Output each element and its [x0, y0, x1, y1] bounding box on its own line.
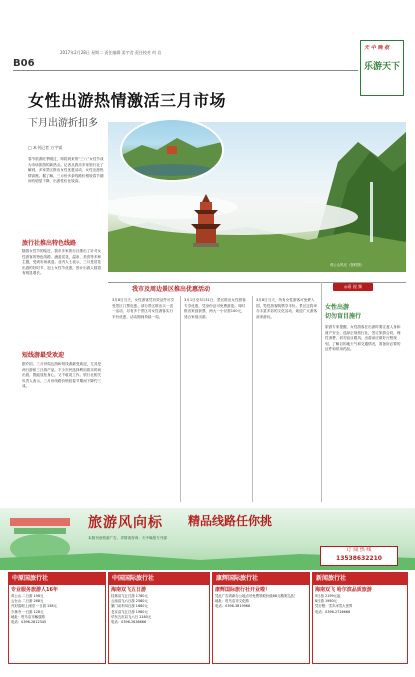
ad-line: 厦门动车四日游 1680元 — [111, 604, 148, 609]
pagoda-illustration — [188, 192, 224, 252]
ad-line: 云南双飞六日游 2580元 — [111, 599, 148, 604]
ad-block — [108, 572, 210, 664]
ad-block — [212, 572, 310, 664]
section-title-2: 短线游最受欢迎 — [22, 352, 65, 359]
ad-line: 电话：0396-2812345 — [11, 620, 47, 625]
ad-block — [8, 572, 106, 664]
page-subtitle: 下月出游折扣多 — [28, 118, 98, 129]
promo-column-2: 3月1日至3月31日，景区推出女性游客专享优惠，凭身份证可免费游览。同时推出家庭套票，两大一小仅需100元，适合家庭出游。 — [184, 298, 246, 319]
ad-name: 中原国旅行社 — [9, 573, 105, 585]
ad-line: 云台山 二日游 268元 — [11, 599, 44, 604]
ad-name: 新闻旅行社 — [313, 573, 407, 585]
scenic-inset-illustration — [122, 120, 222, 180]
ad-line: 地址：驻马店市文化路 — [215, 599, 249, 604]
banner-title: 旅游风向标 — [88, 515, 163, 531]
ad-line: 少林寺 一日游 128元 — [11, 609, 44, 614]
promo-column-1: 3月8日当天，女性游客凭有效证件可享受景区门票优惠。部分景区推出买一送一活动，另有多个景区对女性游客实行半价优惠，活动期间持续一周。 — [112, 298, 175, 319]
section-title-1: 旅行社推出特色线路 — [22, 240, 77, 247]
section-body-1: 随着女性节的临近，我市多家旅行社推出了针对女性游客的特色线路，涵盖赏花、温泉、美食等多种主题，受到市场欢迎。业内人士表示，三月是赏花出游的好时节，加上女性节优惠，预计出游人数将有明显增长。 — [22, 249, 102, 276]
promo-title: 我市及周边景区推出优惠活动 — [132, 286, 211, 293]
article-intro: 春节旅游旺季刚过，即将到来的“三八”女性节成为市场旅游的新热点。记者从我市多家旅行社了解到，多家景区推出女性优惠活动，女性出游热情高涨。据了解，三月份多条线路价格较春节期间有明显下降，出游性价比较高。 — [28, 157, 104, 184]
ad-line: 电话：0396-2636666 — [111, 620, 147, 625]
promo-column-3: 3月8日当天，所有女性游客可免费入园，男性游客购票享半价。景区还将举办丰富多彩的文化活动，欢迎广大游客前来游玩。 — [256, 298, 318, 319]
header-rule — [13, 70, 358, 71]
inset-photo — [120, 118, 224, 182]
hotline-number: 13538632210 — [336, 555, 382, 562]
ad-line: 凭行程：雪乡冰雪大世界 — [315, 604, 353, 609]
ad-line: 电话：0396-2726666 — [315, 609, 351, 614]
ad-line: 北京双飞五日游 1980元 — [111, 609, 148, 614]
ad-headline: 专业服务旅游人16年 — [11, 587, 58, 593]
dateline: 2017年2月28日 星期二 责任编辑 姜宇君 责任校对 何 岩 — [60, 50, 162, 55]
side-body: 旅游专家提醒，女性游客在出游时要注意人身和财产安全，选择正规旅行社，签订旅游合同，理性消费，切勿盲目跟风。出游前应做好行程规划，了解目的地天气和交通情况，准备好必要的证件和常用药品。 — [325, 325, 401, 352]
ad-block — [312, 572, 408, 664]
ad-line: 8日游 1980元 — [315, 599, 338, 604]
section-logo — [360, 40, 404, 96]
column-divider — [321, 282, 322, 502]
photo-caption: 鸡公山风光（资料图） — [330, 263, 364, 267]
logo-big: 乐游天下 — [363, 62, 400, 72]
logo-small: 天 中 晚 报 — [364, 45, 390, 51]
ad-line: 电话：0396-3819968 — [215, 604, 251, 609]
column-divider — [180, 296, 181, 502]
ad-line: 华东五市双飞六日 2180元 — [111, 614, 152, 619]
ad-line: 开封清明上河园 一日游 158元 — [11, 604, 57, 609]
ad-headline: 海南双飞五日游 — [111, 587, 147, 593]
side-tag: ◎看 视 频 — [333, 283, 373, 291]
ad-headline: 康辉国际旅行社开业啦！ — [215, 587, 271, 593]
ad-line: 地址：驻马店市解放路 — [11, 614, 45, 619]
banner-tagline: 本版刊登旅游广告，详情请咨询：天中晚报专刊部 — [88, 536, 168, 540]
column-divider — [252, 296, 253, 502]
ad-name: 康辉国际旅行社 — [213, 573, 309, 585]
ad-name: 中国国际旅行社 — [109, 573, 209, 585]
byline: □ 本刊记者 万宇霖 — [28, 145, 63, 150]
side-title: 女性出游 切勿盲目施行 — [325, 304, 362, 320]
page-number: B06 — [13, 58, 35, 69]
page-title: 女性出游热情激活三月市场 — [28, 91, 227, 110]
ad-line: 凭此广告到新办公地点可免费领取价值68元精美礼品！ — [215, 594, 298, 598]
ad-headline: 海南双飞 哈尔滨品质旅游 — [315, 587, 372, 593]
ad-line: 5日游 2199元起 — [315, 594, 341, 598]
banner-subtitle: 精品线路任你挑 — [188, 514, 273, 528]
ad-line: 鸡公山 二日游 198元 — [11, 594, 44, 598]
hotline-label: 订 阅 热 线 — [346, 547, 372, 553]
hotline-box — [320, 546, 398, 566]
ad-line: 桂林双飞五日游 1780元 — [111, 594, 148, 598]
section-body-2: 据介绍，三月份周边游和短线游最受欢迎，尤其是两日游和三日游产品。不少市民选择利用周末时间出游，既能放松身心，又不耽误工作。旅行社相关负责人表示，三月份线路价格较春节期间下降约三成。 — [22, 362, 102, 389]
